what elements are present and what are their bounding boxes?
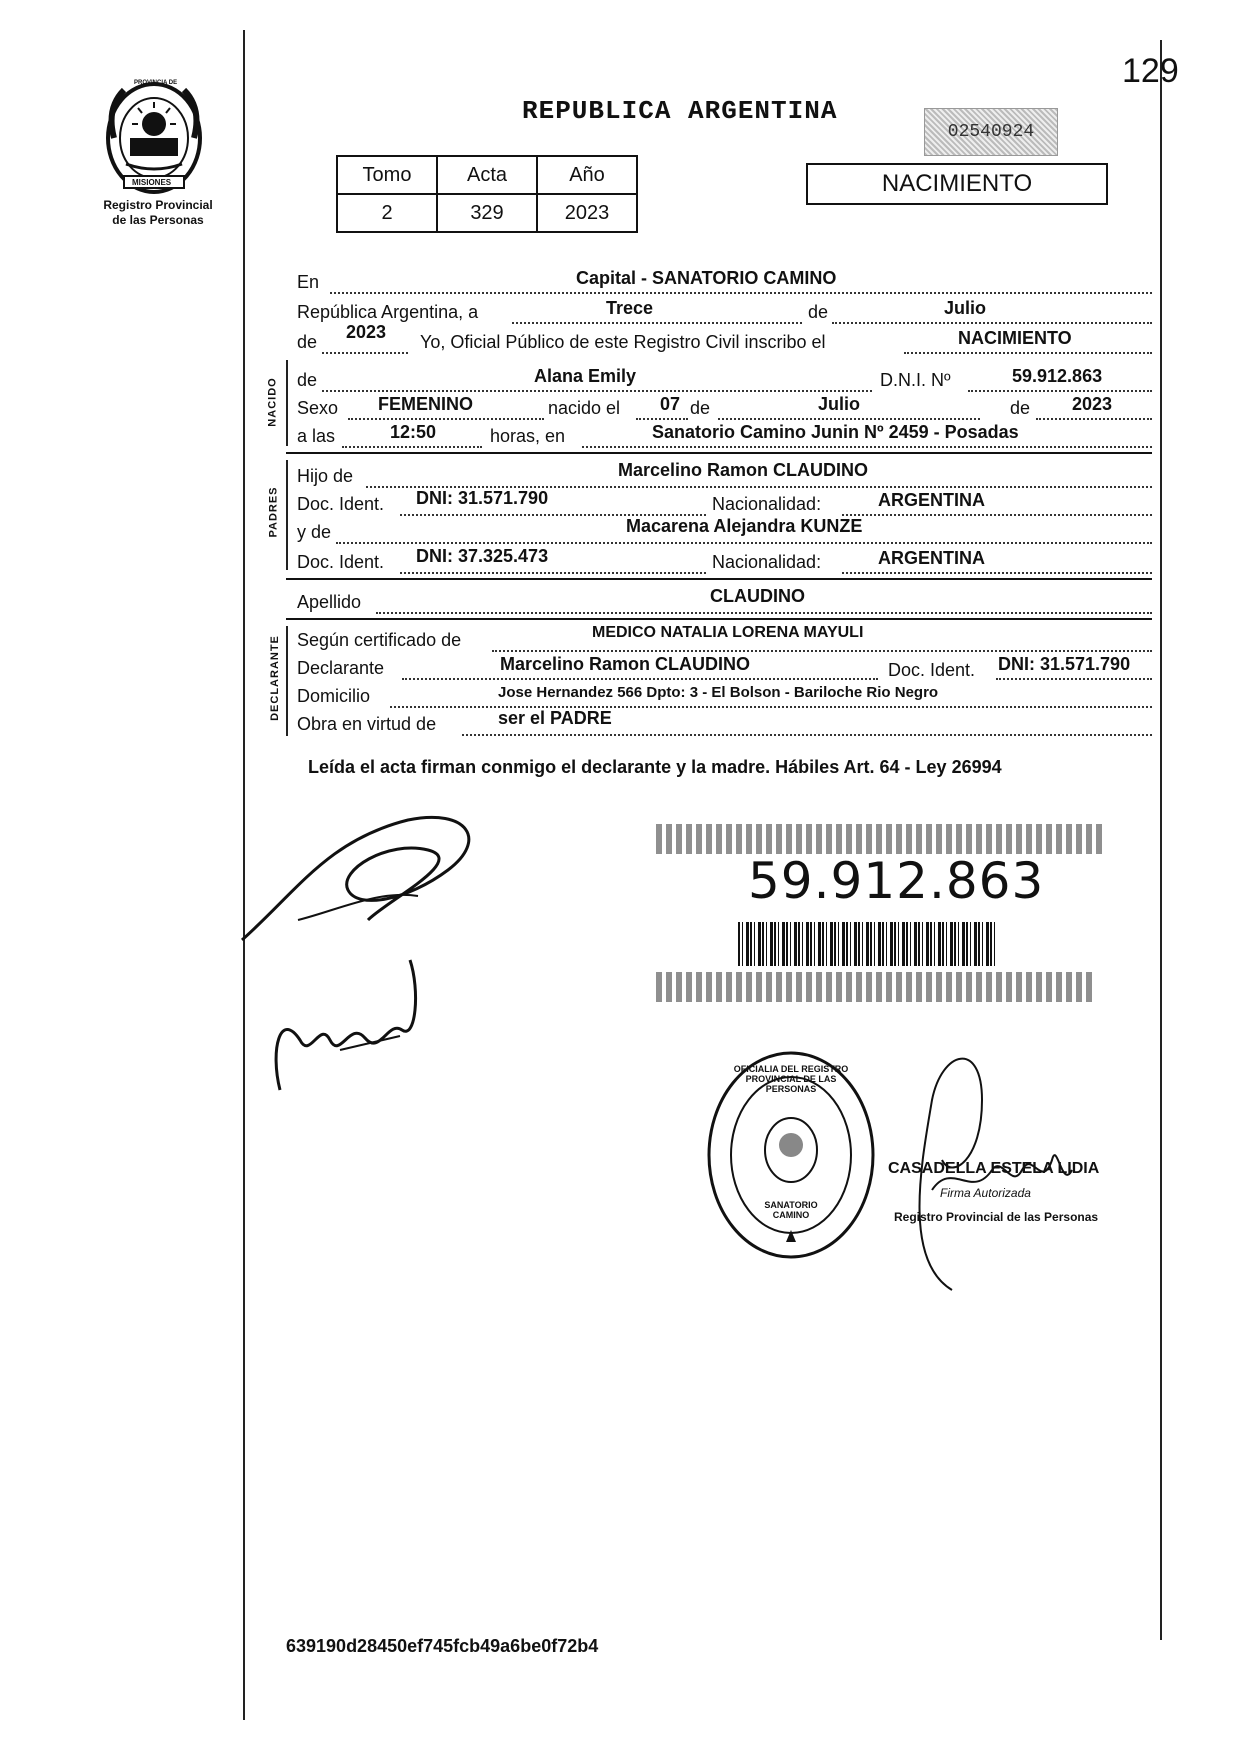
event-value: NACIMIENTO xyxy=(958,328,1072,348)
official-name: CASADELLA ESTELA LIDIA xyxy=(888,1160,1100,1177)
page-number: 129 xyxy=(1122,52,1179,90)
serial-stamp: 02540924 xyxy=(924,108,1058,156)
official-seal xyxy=(706,1050,876,1260)
y-de-label: y de xyxy=(297,522,332,542)
provincial-seal-logo xyxy=(104,78,204,196)
record-type-box: NACIMIENTO xyxy=(806,163,1108,205)
mother-nationality-value: ARGENTINA xyxy=(878,548,985,568)
document-hash: 639190d28450ef745fcb49a6be0f72b4 xyxy=(286,1636,599,1656)
dotted-line xyxy=(322,352,408,354)
birth-place-value: Sanatorio Camino Junin Nº 2459 - Posadas xyxy=(652,422,1019,442)
father-name-value: Marcelino Ramon CLAUDINO xyxy=(618,460,869,480)
header-acta: Acta xyxy=(437,156,537,194)
document-title: REPUBLICA ARGENTINA xyxy=(522,96,838,126)
dni-label: D.N.I. Nº xyxy=(880,370,951,390)
dotted-line xyxy=(968,390,1152,392)
stamp-decoration-top xyxy=(656,824,1106,854)
a-las-label: a las xyxy=(297,426,336,446)
dotted-line xyxy=(904,352,1152,354)
dotted-line xyxy=(330,292,1152,294)
dotted-line xyxy=(336,542,1152,544)
inscribo-text: Yo, Oficial Público de este Registro Civil inscribo el xyxy=(420,332,826,352)
seal-ring-text: OFICIALIA DEL REGISTRO PROVINCIAL DE LAS PERSONAS xyxy=(733,1064,849,1094)
en-label: En xyxy=(297,272,320,292)
father-nationality-label: Nacionalidad: xyxy=(712,494,822,514)
nacido-bracket xyxy=(286,360,288,446)
certificado-label: Según certificado de xyxy=(297,630,462,650)
mother-doc-label: Doc. Ident. xyxy=(297,552,385,572)
record-table xyxy=(336,155,638,233)
dotted-line xyxy=(842,572,1152,574)
certificado-value: MEDICO NATALIA LORENA MAYULI xyxy=(592,624,864,641)
registry-label-line2: de las Personas xyxy=(112,213,204,227)
mother-doc-value: DNI: 37.325.473 xyxy=(416,546,549,566)
declarante-doc-value: DNI: 31.571.790 xyxy=(998,654,1131,674)
time-value: 12:50 xyxy=(390,422,437,442)
declarante-doc-label: Doc. Ident. xyxy=(888,660,976,680)
dotted-line xyxy=(832,322,1152,324)
domicilio-value: Jose Hernandez 566 Dpto: 3 - El Bolson - Bariloche Rio Negro xyxy=(498,684,939,701)
dotted-line xyxy=(402,678,878,680)
declarante-name-value: Marcelino Ramon CLAUDINO xyxy=(500,654,751,674)
dotted-line xyxy=(996,678,1152,680)
de-label: de xyxy=(808,302,829,322)
official-registry: Registro Provincial de las Personas xyxy=(894,1210,1099,1224)
value-tomo: 2 xyxy=(337,194,437,232)
mother-nationality-label: Nacionalidad: xyxy=(712,552,822,572)
nacido-de-label: de xyxy=(297,370,318,390)
header-anio: Año xyxy=(537,156,637,194)
dotted-line xyxy=(636,418,688,420)
nacido-de3-label: de xyxy=(1010,398,1031,418)
obra-value: ser el PADRE xyxy=(498,708,612,728)
year-value: 2023 xyxy=(346,322,387,342)
birth-year-value: 2023 xyxy=(1072,394,1113,414)
dotted-line xyxy=(1036,418,1152,420)
place-value: Capital - SANATORIO CAMINO xyxy=(576,268,837,288)
apellido-label: Apellido xyxy=(297,592,362,612)
hijo-de-label: Hijo de xyxy=(297,466,354,486)
declarant-signature xyxy=(238,800,538,950)
father-nationality-value: ARGENTINA xyxy=(878,490,985,510)
dotted-line xyxy=(342,446,482,448)
dotted-line xyxy=(492,650,1152,652)
birth-day-value: 07 xyxy=(660,394,681,414)
republica-label: República Argentina, a xyxy=(297,302,479,322)
sexo-label: Sexo xyxy=(297,398,339,418)
dotted-line xyxy=(582,446,1152,448)
section-divider xyxy=(286,618,1152,620)
nacido-el-label: nacido el xyxy=(548,398,621,418)
value-acta: 329 xyxy=(437,194,537,232)
declarante-label: Declarante xyxy=(297,658,385,678)
father-doc-label: Doc. Ident. xyxy=(297,494,385,514)
birth-month-value: Julio xyxy=(818,394,861,414)
header-tomo: Tomo xyxy=(337,156,437,194)
dotted-line xyxy=(400,572,706,574)
month-value: Julio xyxy=(944,298,987,318)
padres-section-label: PADRES xyxy=(267,486,280,538)
child-dni-value: 59.912.863 xyxy=(1012,366,1103,386)
seal-bottom-text: MISIONES xyxy=(132,178,172,187)
right-margin-line xyxy=(1160,40,1162,1640)
nacido-section-label: NACIDO xyxy=(266,377,279,427)
father-doc-value: DNI: 31.571.790 xyxy=(416,488,549,508)
de2-label: de xyxy=(297,332,318,352)
horas-label: horas, en xyxy=(490,426,566,446)
closing-text: Leída el acta firman conmigo el declarante y la madre. Hábiles Art. 64 - Ley 26994 xyxy=(308,757,1002,777)
nacido-de2-label: de xyxy=(690,398,711,418)
seal-top-text: PROVINCIA DE xyxy=(134,80,178,86)
dotted-line xyxy=(842,514,1152,516)
domicilio-label: Domicilio xyxy=(297,686,371,706)
dotted-line xyxy=(348,418,544,420)
declarante-bracket xyxy=(286,626,288,736)
declarante-section-label: DECLARANTE xyxy=(268,635,281,721)
dotted-line xyxy=(512,322,802,324)
dotted-line xyxy=(718,418,980,420)
registry-label-line1: Registro Provincial xyxy=(103,198,213,212)
obra-label: Obra en virtud de xyxy=(297,714,437,734)
apellido-value: CLAUDINO xyxy=(710,586,805,606)
dni-stamp-number: 59.912.863 xyxy=(748,852,1045,910)
registry-label xyxy=(88,198,228,228)
dotted-line xyxy=(322,390,872,392)
padres-bracket xyxy=(286,460,288,570)
sexo-value: FEMENINO xyxy=(378,394,474,414)
mother-signature xyxy=(270,930,470,1100)
dotted-line xyxy=(376,612,1152,614)
seal-inner-text: SANATORIO CAMINO xyxy=(764,1200,818,1220)
section-divider xyxy=(286,452,1152,454)
record-table-header-row xyxy=(337,156,637,194)
value-anio: 2023 xyxy=(537,194,637,232)
child-name-value: Alana Emily xyxy=(534,366,637,386)
stamp-decoration-bottom xyxy=(656,972,1096,1002)
barcode xyxy=(738,922,996,966)
day-word-value: Trece xyxy=(606,298,654,318)
official-role: Firma Autorizada xyxy=(940,1186,1031,1200)
mother-name-value: Macarena Alejandra KUNZE xyxy=(626,516,863,536)
dotted-line xyxy=(462,734,1152,736)
record-table-value-row xyxy=(337,194,637,232)
section-divider xyxy=(286,578,1152,580)
